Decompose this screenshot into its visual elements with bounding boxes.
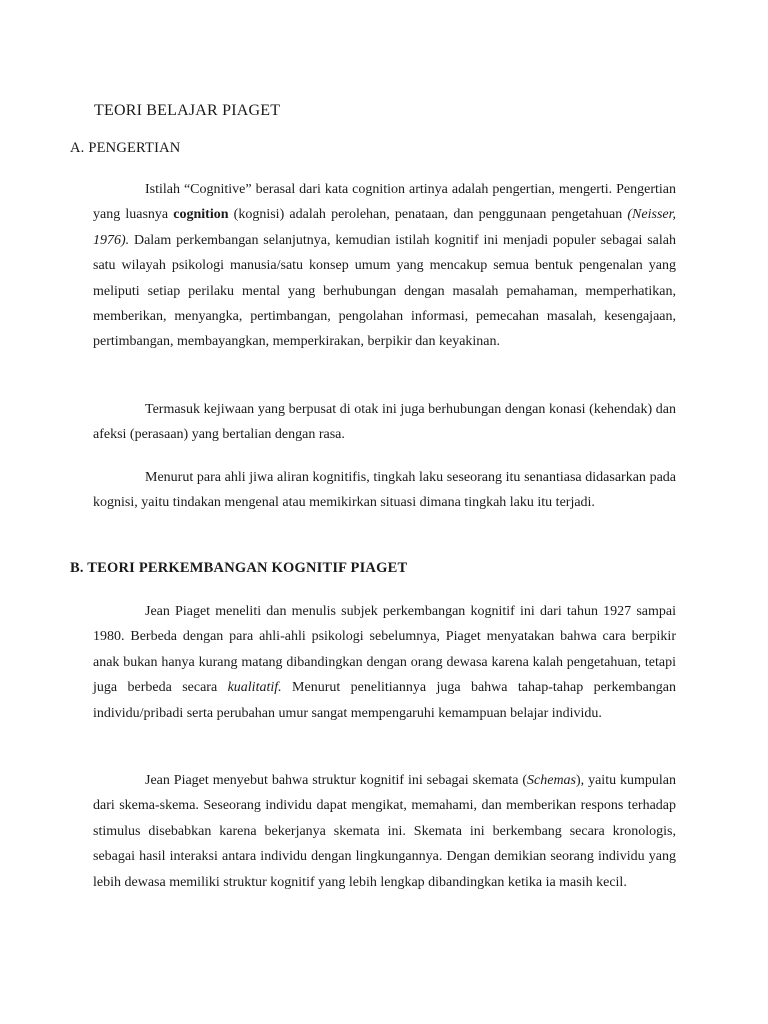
paragraph-5-italic-term: Schemas [527, 773, 577, 788]
paragraph-4 [93, 599, 676, 726]
paragraph-5-text-2: ), yaitu kumpulan dari skema-skema. Seseorang individu dapat mengikat, memahami, dan memberikan respons terhadap stimulus disebabkan karena bekerjanya skemata ini. Skemata ini berkembang secara kronologis, sebagai hasil interaksi antara individu dengan lingkungannya. Dengan demikian seorang individu yang lebih dewasa memiliki struktur kognitif yang lebih lengkap dibandingkan ketika ia masih kecil. [93, 773, 676, 890]
paragraph-4-text-2: Menurut penelitiannya juga bahwa tahap-tahap perkembangan individu/pribadi serta perubahan umur sangat mempengaruhi kemampuan belajar individu. [93, 680, 676, 721]
paragraph-1-text-2: (kognisi) adalah perolehan, penataan, dan penggunaan pengetahuan [228, 207, 628, 223]
paragraph-4-text-1: Jean Piaget meneliti dan menulis subjek perkembangan kognitif ini dari tahun 1927 sampai 1980. Berbeda dengan para ahli-ahli psikologi sebelumnya, Piaget menyatakan bahwa cara berpikir anak bukan hanya kurang matang dibandingkan dengan orang dewasa karena kalah pengetahuan, tetapi juga berbeda secara [93, 604, 676, 696]
paragraph-4-italic-term: kualitatif. [227, 680, 282, 696]
paragraph-1 [93, 177, 676, 355]
section-heading-a: A. PENGERTIAN [70, 140, 181, 156]
paragraph-5-text-1: Jean Piaget menyebut bahwa struktur kognitif ini sebagai skemata ( [145, 773, 528, 788]
paragraph-1-bold-term: cognition [173, 207, 229, 223]
paragraph-1-text-1: Istilah “Cognitive” berasal dari kata cognition artinya adalah pengertian, mengerti. Pengertian yang luasnya [93, 182, 676, 223]
paragraph-1-text-3: Dalam perkembangan selanjutnya, kemudian istilah kognitif ini menjadi populer sebagai salah satu wilayah psikologi manusia/satu konsep umum yang mencakup semua bentuk pengenalan yang meliputi setiap perilaku mental yang berhubungan dengan masalah pemahaman, memperhatikan, memberikan, menyangka, pertimbangan, pengolahan informasi, pemecahan masalah, kesengajaan, pertimbangan, membayangkan, memperkirakan, berpikir dan keyakinan. [93, 232, 676, 350]
section-heading-b: B. TEORI PERKEMBANGAN KOGNITIF PIAGET [70, 560, 408, 576]
paragraph-2: Termasuk kejiwaan yang berpusat di otak ini juga berhubungan dengan konasi (kehendak) dan afeksi (perasaan) yang bertalian dengan rasa. [93, 402, 676, 443]
paragraph-5 [93, 768, 676, 895]
paragraph-1-citation: (Neisser, 1976). [93, 207, 677, 248]
document-title: TEORI BELAJAR PIAGET [94, 102, 281, 119]
paragraph-3: Menurut para ahli jiwa aliran kognitifis, tingkah laku seseorang itu senantiasa didasarkan pada kognisi, yaitu tindakan mengenal atau memikirkan situasi dimana tingkah laku itu terjadi. [93, 470, 676, 511]
